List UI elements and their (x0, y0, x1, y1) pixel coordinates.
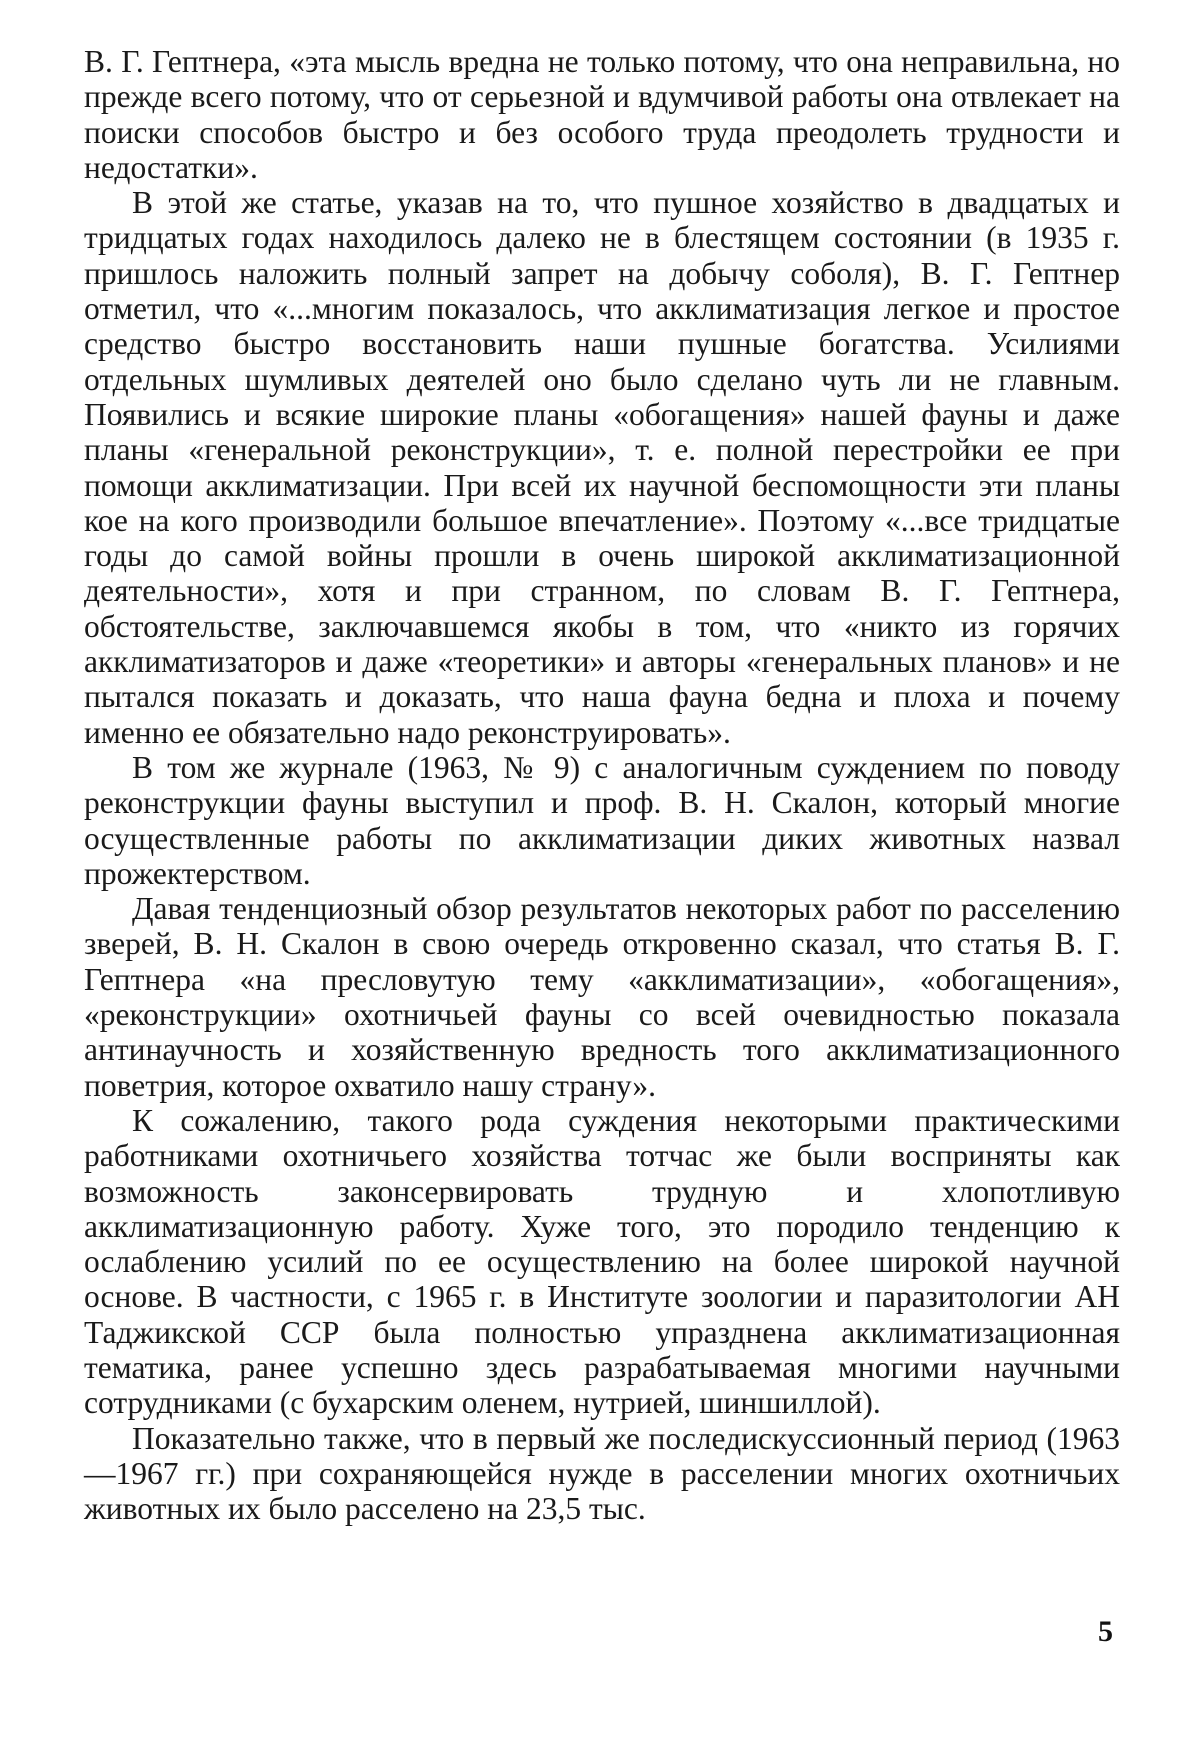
paragraph-6: Показательно также, что в первый же последискуссионный период (1963—1967 гг.) при сохраняющейся нужде в расселении многих охотничьих животных их было расселено на 23,5 тыс. (84, 1421, 1120, 1527)
paragraph-5: К сожалению, такого рода суждения некоторыми практическими работниками охотничьего хозяйства тотчас же были восприняты как возможность законсервировать трудную и хлопотливую акклиматизационную работу. Хуже того, это породило тенденцию к ослаблению усилий по ее осуществлению на более широкой научной основе. В частности, с 1965 г. в Институте зоологии и паразитологии АН Таджикской ССР была полностью упразднена акклиматизационная тематика, ранее успешно здесь разрабатываемая многими научными сотрудниками (с бухарским оленем, нутрией, шиншиллой). (84, 1103, 1120, 1421)
body-text (84, 44, 1120, 1526)
page-number: 5 (1098, 1615, 1113, 1649)
paragraph-4: Давая тенденциозный обзор результатов некоторых работ по расселению зверей, В. Н. Скалон в свою очередь откровенно сказал, что статья В. Г. Гептнера «на пресловутую тему «акклиматизации», «обогащения», «реконструкции» охотничьей фауны со всей очевидностью показала антинаучность и хозяйственную вредность того акклиматизационного поветрия, которое охватило нашу страну». (84, 891, 1120, 1103)
paragraph-1: В. Г. Гептнера, «эта мысль вредна не только потому, что она неправильна, но прежде всего потому, что от серьезной и вдумчивой работы она отвлекает на поиски способов быстро и без особого труда преодолеть трудности и недостатки». (84, 44, 1120, 185)
paragraph-2: В этой же статье, указав на то, что пушное хозяйство в двадцатых и тридцатых годах находилось далеко не в блестящем состоянии (в 1935 г. пришлось наложить полный запрет на добычу соболя), В. Г. Гептнер отметил, что «...многим показалось, что акклиматизация легкое и простое средство быстро восстановить наши пушные богатства. Усилиями отдельных шумливых деятелей оно было сделано чуть ли не главным. Появились и всякие широкие планы «обогащения» нашей фауны и даже планы «генеральной реконструкции», т. е. полной перестройки ее при помощи акклиматизации. При всей их научной беспомощности эти планы кое на кого производили большое впечатление». Поэтому «...все тридцатые годы до самой войны прошли в очень широкой акклиматизационной деятельности», хотя и при странном, по словам В. Г. Гептнера, обстоятельстве, заключавшемся якобы в том, что «никто из горячих акклиматизаторов и даже «теоретики» и авторы «генеральных планов» и не пытался показать и доказать, что наша фауна бедна и плоха и почему именно ее обязательно надо реконструировать». (84, 185, 1120, 750)
document-page (0, 0, 1200, 1763)
paragraph-3: В том же журнале (1963, № 9) с аналогичным суждением по поводу реконструкции фауны выступил и проф. В. Н. Скалон, который многие осуществленные работы по акклиматизации диких животных назвал прожектерством. (84, 750, 1120, 891)
